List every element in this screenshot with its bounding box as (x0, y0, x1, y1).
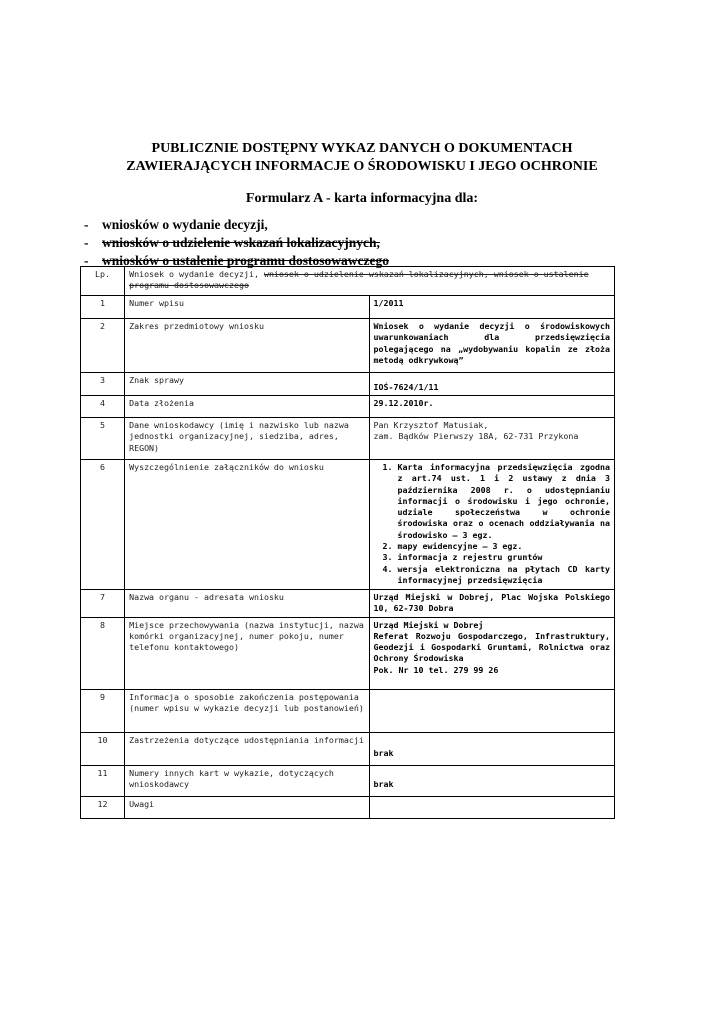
table-row (81, 296, 615, 319)
row-value: 1/2011 (369, 296, 614, 319)
row-value (369, 617, 614, 689)
row-value (369, 460, 614, 590)
table-header-row (81, 267, 615, 296)
table-row (81, 460, 615, 590)
row-value (369, 796, 614, 818)
table-row (81, 590, 615, 618)
row-value: 29.12.2010r. (369, 396, 614, 418)
row-number: 5 (81, 418, 125, 460)
table-header-title (125, 267, 615, 296)
bullet-dash: - (84, 235, 89, 250)
row-label: Numer wpisu (125, 296, 369, 319)
row-value: Urząd Miejski w Dobrej, Plac Wojska Polskiego 10, 62-730 Dobra (369, 590, 614, 618)
row-label: Znak sprawy (125, 373, 369, 396)
storage-office: Urząd Miejski w Dobrej (373, 619, 484, 630)
table-row (81, 418, 615, 460)
header-title-struck: wniosek o udzielenie wskazań lokalizacyjnych, wniosek o ustalenie programu dostosowawczego (129, 269, 589, 291)
row-value: Wniosek o wydanie decyzji o środowiskowych uwarunkowaniach dla przedsięwzięcia polegającego na „wydobywaniu kopalin ze złoża metodą odkrywkową” (369, 319, 614, 373)
row-value: brak (369, 732, 614, 765)
bullet-item-struck (84, 234, 389, 252)
row-number: 6 (81, 460, 125, 590)
list-item: 4. wersja elektroniczna na płytach CD karty informacyjnej przedsięwzięcia (398, 564, 610, 587)
row-value: brak (369, 765, 614, 796)
row-label: Wyszczególnienie załączników do wniosku (125, 460, 369, 590)
header-title-plain: Wniosek o wydanie decyzji, (129, 269, 259, 279)
table-row (81, 396, 615, 418)
row-label: Data złożenia (125, 396, 369, 418)
row-label: Numery innych kart w wykazie, dotyczących wnioskodawcy (125, 765, 369, 796)
row-label: Zakres przedmiotowy wniosku (125, 319, 369, 373)
bullet-text: wniosków o ustalenie programu dostosowawczego (102, 253, 390, 268)
row-number: 11 (81, 765, 125, 796)
row-number: 1 (81, 296, 125, 319)
list-item: 1. Karta informacyjna przedsięwzięcia zgodna z art.74 ust. 1 i 2 ustawy z dnia 3 października 2008 r. o udostępnianiu informacji o środowisku i jego ochronie, udziale społeczeństwa w ochronie środowiska oraz o ocenach oddziaływania na środowisko – 3 egz. (398, 462, 610, 541)
row-label: Nazwa organu - adresata wniosku (125, 590, 369, 618)
row-number: 8 (81, 617, 125, 689)
bullet-text: wniosków o udzielenie wskazań lokalizacyjnych, (102, 235, 380, 250)
row-value: IOŚ-7624/1/11 (369, 373, 614, 396)
table-row (81, 617, 615, 689)
applicant-name: Pan Krzysztof Matusiak, (373, 420, 489, 430)
row-number: 10 (81, 732, 125, 765)
list-item: 3. informacja z rejestru gruntów (398, 552, 610, 563)
table-row (81, 765, 615, 796)
row-label: Informacja o sposobie zakończenia postępowania (numer wpisu w wykazie decyzji lub postanowień) (125, 689, 369, 732)
row-label: Uwagi (125, 796, 369, 818)
row-label: Miejsce przechowywania (nazwa instytucji, nazwa komórki organizacyjnej, numer pokoju, numer telefonu kontaktowego) (125, 617, 369, 689)
row-number: 12 (81, 796, 125, 818)
table-row (81, 319, 615, 373)
storage-department: Referat Rozwoju Gospodarczego, Infrastruktury, Geodezji i Gospodarki Gruntami, Rolnictwa oraz Ochrony Środowiska (373, 630, 610, 664)
bullet-text: wniosków o wydanie decyzji, (102, 217, 268, 232)
bullet-item (84, 216, 389, 234)
list-item: 2. mapy ewidencyjne – 3 egz. (398, 541, 610, 552)
bullet-dash: - (84, 253, 89, 268)
row-number: 4 (81, 396, 125, 418)
form-subtitle: Formularz A - karta informacyjna dla: (245, 191, 479, 206)
table-row (81, 373, 615, 396)
bullet-dash: - (84, 217, 89, 232)
table-row (81, 689, 615, 732)
storage-room-phone: Pok. Nr 10 tel. 279 99 26 (373, 664, 499, 675)
page-title-line2: ZAWIERAJĄCYCH INFORMACJE O ŚRODOWISKU I JEGO OCHRONIE (126, 159, 598, 174)
attachments-list (374, 462, 610, 586)
row-label: Dane wnioskodawcy (imię i nazwisko lub nazwa jednostki organizacyjnej, siedziba, adres, REGON) (125, 418, 369, 460)
applicant-address: zam. Bądków Pierwszy 18A, 62-731 Przykona (373, 431, 579, 442)
info-table (80, 266, 615, 819)
row-number: 9 (81, 689, 125, 732)
lp-header: Lp. (81, 267, 125, 296)
row-label: Zastrzeżenia dotyczące udostępniania informacji (125, 732, 369, 765)
row-value (369, 418, 614, 460)
bullet-list (84, 216, 389, 270)
row-number: 7 (81, 590, 125, 618)
row-number: 3 (81, 373, 125, 396)
table-row (81, 732, 615, 765)
page-title-line1: PUBLICZNIE DOSTĘPNY WYKAZ DANYCH O DOKUMENTACH (151, 141, 573, 156)
table-row (81, 796, 615, 818)
row-value (369, 689, 614, 732)
row-number: 2 (81, 319, 125, 373)
